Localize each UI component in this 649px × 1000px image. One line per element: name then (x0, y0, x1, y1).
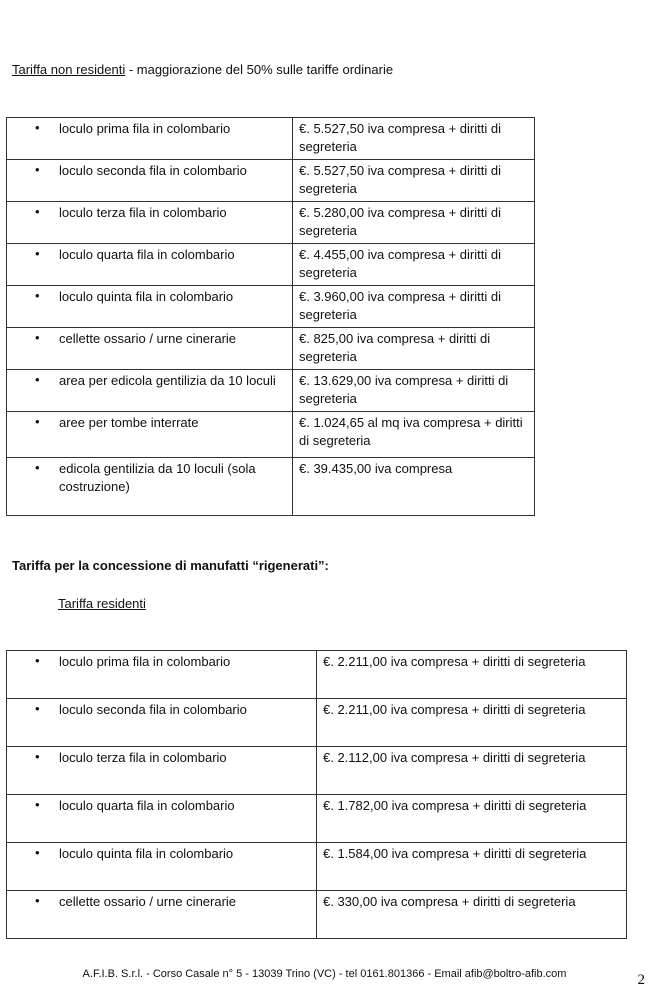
table-row (7, 651, 627, 699)
item-cell (7, 458, 293, 516)
page-number: 2 (637, 972, 645, 988)
section2-heading: Tariffa per la concessione di manufatti “rigenerati”: (12, 558, 329, 573)
item-label: loculo prima fila in colombario (59, 121, 231, 136)
table-row (7, 118, 535, 160)
item-label: loculo quinta fila in colombario (59, 289, 234, 304)
table-row (7, 795, 627, 843)
price-cell: €. 825,00 iva compresa + diritti di segreteria (293, 328, 535, 370)
bullet-icon: • (35, 288, 40, 303)
item-label: loculo quinta fila in colombario (59, 846, 234, 861)
item-label: edicola gentilizia da 10 loculi (sola costruzione) (59, 461, 256, 494)
table-row (7, 699, 627, 747)
table-row (7, 328, 535, 370)
price-cell: €. 2.112,00 iva compresa + diritti di segreteria (317, 747, 627, 795)
item-cell (7, 891, 317, 939)
bullet-icon: • (35, 414, 40, 429)
section2-subheading: Tariffa residenti (58, 596, 146, 611)
bullet-icon: • (35, 749, 40, 764)
table-row (7, 458, 535, 516)
item-cell (7, 328, 293, 370)
table-row (7, 244, 535, 286)
price-cell: €. 2.211,00 iva compresa + diritti di segreteria (317, 651, 627, 699)
table-row (7, 843, 627, 891)
item-cell (7, 202, 293, 244)
item-cell (7, 412, 293, 458)
bullet-icon: • (35, 162, 40, 177)
item-label: cellette ossario / urne cinerarie (59, 331, 237, 346)
price-cell: €. 4.455,00 iva compresa + diritti di segreteria (293, 244, 535, 286)
price-cell: €. 5.527,50 iva compresa + diritti di segreteria (293, 160, 535, 202)
non-resident-tariff-table (6, 117, 535, 516)
price-cell: €. 13.629,00 iva compresa + diritti di segreteria (293, 370, 535, 412)
price-cell: €. 5.280,00 iva compresa + diritti di segreteria (293, 202, 535, 244)
bullet-icon: • (35, 701, 40, 716)
bullet-icon: • (35, 120, 40, 135)
item-cell (7, 843, 317, 891)
bullet-icon: • (35, 893, 40, 908)
table-row (7, 160, 535, 202)
bullet-icon: • (35, 246, 40, 261)
table-row (7, 891, 627, 939)
price-cell: €. 5.527,50 iva compresa + diritti di segreteria (293, 118, 535, 160)
section1-heading-title: Tariffa non residenti (12, 62, 126, 77)
bullet-icon: • (35, 204, 40, 219)
table-row (7, 747, 627, 795)
item-label: loculo quarta fila in colombario (59, 247, 235, 262)
table-row (7, 286, 535, 328)
item-cell (7, 651, 317, 699)
bullet-icon: • (35, 460, 40, 475)
bullet-icon: • (35, 845, 40, 860)
item-cell (7, 699, 317, 747)
price-cell: €. 330,00 iva compresa + diritti di segreteria (317, 891, 627, 939)
table-row (7, 412, 535, 458)
item-label: aree per tombe interrate (59, 415, 199, 430)
section1-heading-rest: - maggiorazione del 50% sulle tariffe ordinarie (125, 62, 394, 77)
bullet-icon: • (35, 372, 40, 387)
table-row (7, 202, 535, 244)
price-cell: €. 1.584,00 iva compresa + diritti di segreteria (317, 843, 627, 891)
item-label: loculo terza fila in colombario (59, 750, 227, 765)
price-cell: €. 2.211,00 iva compresa + diritti di segreteria (317, 699, 627, 747)
bullet-icon: • (35, 330, 40, 345)
item-label: area per edicola gentilizia da 10 loculi (59, 373, 276, 388)
table-row (7, 370, 535, 412)
price-cell: €. 1.782,00 iva compresa + diritti di segreteria (317, 795, 627, 843)
item-cell (7, 118, 293, 160)
item-label: loculo prima fila in colombario (59, 654, 231, 669)
price-cell: €. 39.435,00 iva compresa (293, 458, 535, 516)
page-footer: A.F.I.B. S.r.l. - Corso Casale n° 5 - 13039 Trino (VC) - tel 0161.801366 - Email afib@boltro-afib.com (82, 968, 567, 980)
section1-heading (12, 62, 393, 77)
regenerated-resident-tariff-table (6, 650, 627, 939)
item-cell (7, 795, 317, 843)
item-cell (7, 160, 293, 202)
item-cell (7, 370, 293, 412)
price-cell: €. 1.024,65 al mq iva compresa + diritti di segreteria (293, 412, 535, 458)
item-label: cellette ossario / urne cinerarie (59, 894, 237, 909)
item-cell (7, 747, 317, 795)
item-label: loculo seconda fila in colombario (59, 163, 247, 178)
bullet-icon: • (35, 653, 40, 668)
price-cell: €. 3.960,00 iva compresa + diritti di segreteria (293, 286, 535, 328)
item-label: loculo terza fila in colombario (59, 205, 227, 220)
item-label: loculo seconda fila in colombario (59, 702, 247, 717)
item-cell (7, 286, 293, 328)
item-cell (7, 244, 293, 286)
item-label: loculo quarta fila in colombario (59, 798, 235, 813)
bullet-icon: • (35, 797, 40, 812)
